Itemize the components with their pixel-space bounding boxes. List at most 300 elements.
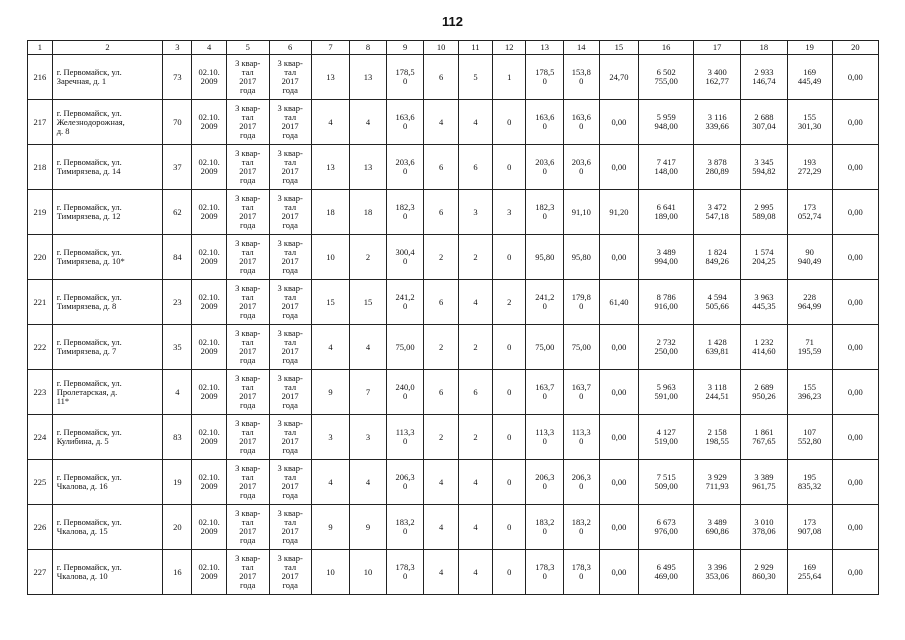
cell-text: 2 688 307,04	[752, 112, 776, 131]
cell-text: 71 195,59	[797, 337, 822, 356]
table-cell	[192, 55, 226, 100]
table-cell	[424, 415, 458, 460]
cell-text: 0,00	[847, 251, 863, 262]
table-cell	[386, 460, 424, 505]
table-cell	[741, 55, 787, 100]
table-cell	[311, 280, 350, 325]
cell-text: 3	[473, 206, 478, 217]
cell-text: 2	[438, 251, 444, 262]
cell-text: 2	[473, 251, 478, 262]
cell-text: 223	[33, 386, 47, 397]
cell-text: 4	[473, 566, 478, 577]
table-cell	[386, 190, 424, 235]
table-cell	[350, 280, 387, 325]
table-cell	[599, 460, 639, 505]
table-cell	[269, 460, 311, 505]
cell-text: 02.10. 2009	[198, 157, 220, 176]
table-cell	[269, 55, 311, 100]
table-cell	[599, 235, 639, 280]
cell-text: 10	[363, 566, 373, 577]
table-cell	[787, 190, 832, 235]
table-cell	[163, 370, 192, 415]
cell-text: 2 689 950,26	[752, 382, 776, 401]
cell-text: г. Первомайск, ул. Железнодорожная, д. 8	[56, 107, 125, 136]
table-cell	[787, 280, 832, 325]
cell-text: 1 824 849,26	[705, 247, 729, 266]
cell-text: 0,00	[847, 116, 863, 127]
table-cell	[564, 325, 599, 370]
cell-text: 3 квар- тал 2017 года	[235, 373, 261, 410]
cell-text: 0,00	[611, 251, 627, 262]
cell-text: 3	[507, 206, 512, 217]
cell-text: 02.10. 2009	[198, 202, 220, 221]
table-cell	[311, 325, 350, 370]
cell-text: 9	[365, 521, 371, 532]
cell-text: 163,6 0	[571, 112, 591, 131]
cell-text: 0,00	[847, 296, 863, 307]
table-cell	[424, 100, 458, 145]
address-cell	[52, 100, 163, 145]
cell-text: 300,4 0	[395, 247, 415, 266]
table-cell	[787, 100, 832, 145]
table-cell	[832, 190, 878, 235]
column-header: 3	[163, 41, 192, 55]
cell-text: г. Первомайск, ул. Чкалова, д. 16	[56, 472, 122, 491]
housing-table	[27, 40, 879, 595]
cell-text: 2	[365, 251, 371, 262]
cell-text: 3 квар- тал 2017 года	[277, 148, 303, 185]
table-cell	[350, 460, 387, 505]
cell-text: 3 квар- тал 2017 года	[277, 58, 303, 95]
table-cell	[526, 55, 564, 100]
column-header: 9	[386, 41, 424, 55]
table-cell	[192, 145, 226, 190]
column-header: 7	[311, 41, 350, 55]
table-row	[28, 415, 879, 460]
cell-text: 0,00	[611, 521, 627, 532]
cell-text: 0	[507, 431, 512, 442]
cell-text: 206,3 0	[395, 472, 415, 491]
table-cell	[639, 460, 694, 505]
table-cell	[226, 415, 269, 460]
table-cell	[741, 235, 787, 280]
table-cell	[28, 505, 53, 550]
cell-text: 8 786 916,00	[654, 292, 678, 311]
cell-text: 178,3 0	[535, 562, 555, 581]
table-cell	[28, 460, 53, 505]
table-cell	[493, 370, 526, 415]
cell-text: 2 933 146,74	[752, 67, 776, 86]
table-cell	[599, 100, 639, 145]
table-cell	[163, 280, 192, 325]
cell-text: 0,00	[611, 431, 627, 442]
table-cell	[639, 235, 694, 280]
table-cell	[832, 145, 878, 190]
cell-text: 0	[507, 116, 512, 127]
cell-text: 4	[473, 296, 478, 307]
table-cell	[599, 145, 639, 190]
table-cell	[639, 505, 694, 550]
cell-text: 0	[507, 251, 512, 262]
cell-text: г. Первомайск, ул. Тимирязева, д. 12	[56, 202, 122, 221]
cell-text: г. Первомайск, ул. Тимирязева, д. 10*	[56, 247, 125, 266]
table-cell	[787, 505, 832, 550]
table-cell	[386, 145, 424, 190]
column-header: 1	[28, 41, 53, 55]
cell-text: 2 995 589,08	[752, 202, 776, 221]
cell-text: 7 417 148,00	[654, 157, 678, 176]
table-cell	[694, 55, 741, 100]
table-cell	[526, 325, 564, 370]
cell-text: 37	[173, 161, 182, 172]
cell-text: 169 445,49	[797, 67, 822, 86]
cell-text: 2	[438, 431, 444, 442]
cell-text: 3 квар- тал 2017 года	[235, 283, 261, 320]
table-cell	[599, 505, 639, 550]
table-cell	[311, 55, 350, 100]
column-header: 20	[832, 41, 878, 55]
cell-text: 18	[326, 206, 335, 217]
cell-text: 0	[507, 386, 512, 397]
table-cell	[832, 280, 878, 325]
cell-text: 75,00	[571, 341, 591, 352]
cell-text: 3 квар- тал 2017 года	[235, 508, 261, 545]
cell-text: 0,00	[847, 566, 863, 577]
table-cell	[386, 415, 424, 460]
table-cell	[832, 100, 878, 145]
table-cell	[599, 325, 639, 370]
table-cell	[424, 325, 458, 370]
cell-text: 4	[438, 476, 444, 487]
cell-text: 3 116 339,66	[705, 112, 729, 131]
table-cell	[28, 235, 53, 280]
table-cell	[458, 550, 492, 595]
table-cell	[458, 235, 492, 280]
cell-text: 2	[507, 296, 512, 307]
cell-text: г. Первомайск, ул. Тимирязева, д. 7	[56, 337, 122, 356]
table-cell	[639, 190, 694, 235]
column-header: 8	[350, 41, 387, 55]
cell-text: 195 835,32	[797, 472, 822, 491]
table-cell	[226, 370, 269, 415]
cell-text: 178,5 0	[535, 67, 555, 86]
table-cell	[226, 280, 269, 325]
cell-text: 5	[473, 71, 478, 82]
cell-text: 163,7 0	[571, 382, 591, 401]
table-cell	[787, 370, 832, 415]
table-cell	[526, 100, 564, 145]
table-cell	[269, 145, 311, 190]
table-cell	[458, 370, 492, 415]
table-cell	[192, 325, 226, 370]
cell-text: 0,00	[611, 341, 627, 352]
table-cell	[526, 415, 564, 460]
cell-text: 182,3 0	[395, 202, 415, 221]
table-cell	[424, 190, 458, 235]
cell-text: 5 959 948,00	[654, 112, 678, 131]
cell-text: 4 127 519,00	[654, 427, 678, 446]
cell-text: 0,00	[847, 71, 863, 82]
table-cell	[564, 280, 599, 325]
cell-text: 153,8 0	[571, 67, 591, 86]
column-header: 15	[599, 41, 639, 55]
cell-text: 95,80	[571, 251, 591, 262]
cell-text: 3 квар- тал 2017 года	[277, 103, 303, 140]
table-cell	[832, 235, 878, 280]
cell-text: 7	[365, 386, 371, 397]
table-cell	[493, 145, 526, 190]
table-cell	[192, 280, 226, 325]
cell-text: 19	[173, 476, 182, 487]
cell-text: 61,40	[609, 296, 629, 307]
cell-text: 3 квар- тал 2017 года	[235, 418, 261, 455]
address-cell	[52, 550, 163, 595]
table-cell	[226, 235, 269, 280]
table-cell	[564, 55, 599, 100]
table-cell	[424, 145, 458, 190]
table-cell	[269, 505, 311, 550]
table-cell	[424, 505, 458, 550]
cell-text: 3 квар- тал 2017 года	[235, 238, 261, 275]
table-cell	[458, 190, 492, 235]
cell-text: 2	[473, 431, 478, 442]
cell-text: 3 389 961,75	[752, 472, 776, 491]
table-cell	[694, 505, 741, 550]
cell-text: 163,6 0	[395, 112, 415, 131]
cell-text: 90 940,49	[797, 247, 822, 266]
cell-text: 4	[438, 116, 444, 127]
table-cell	[526, 190, 564, 235]
cell-text: 3	[365, 431, 371, 442]
cell-text: 4	[365, 116, 371, 127]
cell-text: 203,6 0	[535, 157, 555, 176]
table-cell	[599, 280, 639, 325]
cell-text: 0,00	[611, 566, 627, 577]
table-cell	[28, 100, 53, 145]
table-row	[28, 100, 879, 145]
cell-text: 4	[365, 476, 371, 487]
table-cell	[163, 415, 192, 460]
table-row	[28, 325, 879, 370]
table-cell	[694, 370, 741, 415]
cell-text: 155 396,23	[797, 382, 822, 401]
table-cell	[424, 235, 458, 280]
cell-text: 4	[328, 476, 333, 487]
cell-text: 203,6 0	[395, 157, 415, 176]
table-cell	[386, 505, 424, 550]
cell-text: 225	[33, 476, 47, 487]
cell-text: 3 квар- тал 2017 года	[277, 238, 303, 275]
table-cell	[493, 550, 526, 595]
cell-text: 155 301,30	[797, 112, 822, 131]
table-cell	[564, 100, 599, 145]
table-row	[28, 280, 879, 325]
table-cell	[424, 370, 458, 415]
table-cell	[226, 145, 269, 190]
table-cell	[269, 190, 311, 235]
table-cell	[458, 55, 492, 100]
address-cell	[52, 370, 163, 415]
cell-text: 2	[438, 341, 444, 352]
table-cell	[163, 100, 192, 145]
table-cell	[564, 415, 599, 460]
cell-text: 3 квар- тал 2017 года	[277, 508, 303, 545]
cell-text: 91,10	[571, 206, 591, 217]
cell-text: 0,00	[611, 476, 627, 487]
table-cell	[386, 55, 424, 100]
cell-text: 9	[328, 386, 333, 397]
cell-text: 15	[326, 296, 335, 307]
cell-text: 182,3 0	[535, 202, 555, 221]
address-cell	[52, 280, 163, 325]
table-cell	[564, 370, 599, 415]
cell-text: г. Первомайск, ул. Тимирязева, д. 8	[56, 292, 122, 311]
table-cell	[458, 325, 492, 370]
cell-text: 169 255,64	[797, 562, 822, 581]
table-cell	[741, 505, 787, 550]
cell-text: 02.10. 2009	[198, 472, 220, 491]
cell-text: 3 квар- тал 2017 года	[235, 553, 261, 590]
cell-text: 2 732 250,00	[654, 337, 678, 356]
table-cell	[311, 100, 350, 145]
table-cell	[787, 55, 832, 100]
table-cell	[311, 550, 350, 595]
table-header	[28, 41, 879, 55]
cell-text: 83	[173, 431, 182, 442]
cell-text: 4	[328, 341, 333, 352]
cell-text: 3 квар- тал 2017 года	[277, 418, 303, 455]
table-cell	[832, 415, 878, 460]
table-cell	[526, 370, 564, 415]
cell-text: 3 010 378,06	[752, 517, 776, 536]
table-cell	[493, 235, 526, 280]
table-row	[28, 370, 879, 415]
cell-text: 13	[326, 71, 335, 82]
cell-text: 3 489 994,00	[654, 247, 678, 266]
cell-text: 0	[507, 341, 512, 352]
cell-text: 3 квар- тал 2017 года	[235, 58, 261, 95]
column-header: 12	[493, 41, 526, 55]
table-cell	[28, 550, 53, 595]
cell-text: г. Первомайск, ул. Кулибина, д. 5	[56, 427, 122, 446]
table-cell	[192, 415, 226, 460]
cell-text: 1 428 639,81	[705, 337, 729, 356]
table-cell	[741, 415, 787, 460]
cell-text: 24,70	[609, 71, 629, 82]
table-cell	[192, 100, 226, 145]
cell-text: 0,00	[847, 386, 863, 397]
table-body	[28, 55, 879, 595]
table-cell	[639, 100, 694, 145]
table-cell	[599, 550, 639, 595]
table-cell	[694, 190, 741, 235]
cell-text: 02.10. 2009	[198, 112, 220, 131]
cell-text: 193 272,29	[797, 157, 822, 176]
cell-text: 113,3 0	[571, 427, 591, 446]
table-cell	[493, 55, 526, 100]
table-cell	[386, 235, 424, 280]
table-cell	[163, 505, 192, 550]
table-cell	[311, 190, 350, 235]
cell-text: 02.10. 2009	[198, 427, 220, 446]
table-cell	[493, 415, 526, 460]
cell-text: 5 963 591,00	[654, 382, 678, 401]
table-row	[28, 55, 879, 100]
cell-text: 02.10. 2009	[198, 337, 220, 356]
table-cell	[639, 370, 694, 415]
table-cell	[163, 145, 192, 190]
cell-text: 95,80	[535, 251, 555, 262]
cell-text: 226	[33, 521, 47, 532]
table-cell	[526, 460, 564, 505]
table-cell	[526, 145, 564, 190]
table-cell	[458, 505, 492, 550]
table-cell	[269, 235, 311, 280]
address-cell	[52, 325, 163, 370]
cell-text: 4	[473, 116, 478, 127]
cell-text: 16	[173, 566, 182, 577]
table-row	[28, 460, 879, 505]
table-cell	[741, 325, 787, 370]
cell-text: 0	[507, 566, 512, 577]
cell-text: 3 квар- тал 2017 года	[235, 463, 261, 500]
cell-text: 220	[33, 251, 47, 262]
cell-text: 10	[326, 566, 335, 577]
table-cell	[832, 370, 878, 415]
cell-text: г. Первомайск, ул. Тимирязева, д. 14	[56, 157, 122, 176]
table-cell	[226, 190, 269, 235]
table-cell	[694, 415, 741, 460]
table-cell	[639, 145, 694, 190]
table-cell	[269, 280, 311, 325]
cell-text: 0	[507, 476, 512, 487]
cell-text: 4	[473, 521, 478, 532]
cell-text: 216	[33, 71, 47, 82]
column-header: 2	[52, 41, 163, 55]
column-header: 6	[269, 41, 311, 55]
table-cell	[424, 280, 458, 325]
address-cell	[52, 145, 163, 190]
cell-text: 6 502 755,00	[654, 67, 678, 86]
cell-text: 217	[33, 116, 47, 127]
cell-text: 7 515 509,00	[654, 472, 678, 491]
table-cell	[350, 55, 387, 100]
table-cell	[424, 550, 458, 595]
cell-text: 1	[507, 71, 512, 82]
table-cell	[639, 55, 694, 100]
column-header: 14	[564, 41, 599, 55]
cell-text: 113,3 0	[395, 427, 415, 446]
table-cell	[832, 325, 878, 370]
cell-text: 3 489 690,86	[705, 517, 729, 536]
table-cell	[493, 190, 526, 235]
cell-text: 0,00	[611, 386, 627, 397]
cell-text: 3 963 445,35	[752, 292, 776, 311]
cell-text: 02.10. 2009	[198, 382, 220, 401]
cell-text: 218	[33, 161, 47, 172]
table-row	[28, 235, 879, 280]
cell-text: 4	[328, 116, 333, 127]
cell-text: 178,5 0	[395, 67, 415, 86]
cell-text: 183,2 0	[571, 517, 591, 536]
cell-text: 02.10. 2009	[198, 562, 220, 581]
cell-text: 0,00	[847, 206, 863, 217]
table-cell	[28, 190, 53, 235]
table-cell	[639, 415, 694, 460]
table-cell	[694, 235, 741, 280]
cell-text: 3 472 547,18	[705, 202, 729, 221]
cell-text: 173 907,08	[797, 517, 822, 536]
